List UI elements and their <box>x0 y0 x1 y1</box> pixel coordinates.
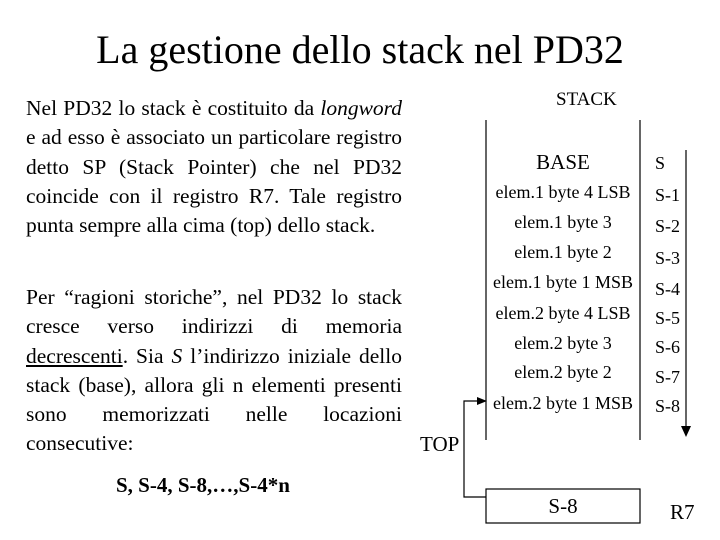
slide-title: La gestione dello stack nel PD32 <box>96 27 624 72</box>
paragraph1-text-b: e ad esso è associato un particolare registro detto SP (Stack Pointer) che nel PD32 coincide con il registro R7. Tale registro punta sempre alla cima (top) dello stack. <box>26 125 402 238</box>
stack-cell: elem.1 byte 2 <box>514 242 612 262</box>
stack-title: STACK <box>556 89 617 110</box>
growth-arrow-head <box>681 426 691 437</box>
stack-cell: elem.1 byte 4 LSB <box>495 182 631 202</box>
address-label: S-8 <box>655 396 681 416</box>
paragraph2-term-decrescenti: decrescenti <box>26 343 123 368</box>
stack-cell: elem.2 byte 4 LSB <box>495 303 631 323</box>
address-label: S-7 <box>655 367 681 387</box>
r7-register-label: R7 <box>670 500 695 524</box>
r7-register-value: S-8 <box>548 494 578 518</box>
top-pointer-line <box>464 401 486 497</box>
paragraph2-term-s: S <box>171 343 183 368</box>
stack-cell: elem.2 byte 1 MSB <box>493 393 633 413</box>
paragraph2-text-a: Per “ragioni storiche”, nel PD32 lo stack cresce verso indirizzi di memoria <box>26 285 402 339</box>
stack-cell-base: BASE <box>536 150 590 174</box>
paragraph1-term-longword: longword <box>320 96 402 120</box>
paragraph1-text-a: Nel PD32 lo stack è costituito da <box>26 96 321 120</box>
address-label: S-4 <box>655 279 681 299</box>
address-label: S-2 <box>655 216 681 236</box>
paragraph2-text-b: . Sia <box>122 343 172 368</box>
address-label: S <box>655 153 666 173</box>
stack-cell: elem.1 byte 1 MSB <box>493 272 633 292</box>
stack-cell: elem.1 byte 3 <box>514 212 612 232</box>
address-label: S-5 <box>655 308 681 328</box>
paragraph2-text-c: l’indirizzo iniziale dello stack (base), allora gli n elementi presenti sono memorizzati nelle locazioni consecutive: <box>26 343 402 456</box>
top-label: TOP <box>420 432 460 456</box>
address-label: S-1 <box>655 185 681 205</box>
stack-cell: elem.2 byte 3 <box>514 333 612 353</box>
address-label: S-3 <box>655 248 681 268</box>
address-sequence: S, S-4, S-8,…,S-4*n <box>116 473 290 497</box>
address-label: S-6 <box>655 337 681 357</box>
stack-cell: elem.2 byte 2 <box>514 362 612 382</box>
